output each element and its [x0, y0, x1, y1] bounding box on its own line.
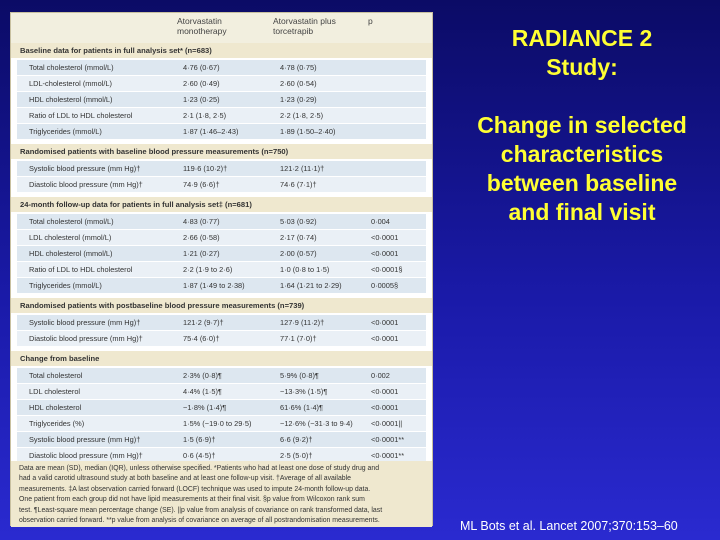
section-header: 24-month follow-up data for patients in full analysis set‡ (n=681) [11, 197, 432, 212]
header-col2-line1: Atorvastatin plus [273, 16, 336, 26]
row-label: Diastolic blood pressure (mm Hg)† [29, 451, 143, 460]
row-value: 121·2 (11·1)† [280, 164, 325, 173]
section-header: Randomised patients with postbaseline blood pressure measurements (n=739) [11, 298, 432, 313]
row-value: 5·9% (0·8)¶ [280, 371, 319, 380]
table-row [17, 331, 426, 346]
row-value: 1·64 (1·21 to 2·29) [280, 281, 342, 290]
row-value: 6·6 (9·2)† [280, 435, 313, 444]
table-footnote [11, 461, 432, 527]
table-row [17, 416, 426, 431]
title-line: between baseline [486, 170, 678, 196]
table-row [17, 262, 426, 277]
row-value: <0·0001 [371, 387, 399, 396]
table-row [17, 384, 426, 399]
row-value: 4·76 (0·67) [183, 63, 220, 72]
row-value: −1·8% (1·4)¶ [183, 403, 227, 412]
results-table [10, 12, 433, 526]
section-header: Baseline data for patients in full analysis set* (n=683) [11, 43, 432, 58]
table-row [17, 432, 426, 447]
row-label: HDL cholesterol (mmol/L) [29, 95, 113, 104]
row-value: <0·0001 [371, 233, 399, 242]
table-header [11, 13, 432, 43]
row-label: Diastolic blood pressure (mm Hg)† [29, 334, 143, 343]
row-value: 4·83 (0·77) [183, 217, 220, 226]
title-line: Change in selected [477, 112, 687, 138]
row-value: 2·60 (0·49) [183, 79, 220, 88]
row-label: Triglycerides (mmol/L) [29, 281, 102, 290]
row-label: Systolic blood pressure (mm Hg)† [29, 318, 141, 327]
section-header: Randomised patients with baseline blood pressure measurements (n=750) [11, 144, 432, 159]
row-value: 1·5 (6·9)† [183, 435, 216, 444]
table-row [17, 246, 426, 261]
row-value: 2·3% (0·8)¶ [183, 371, 222, 380]
table-row [17, 124, 426, 139]
row-value: 1·21 (0·27) [183, 249, 220, 258]
title-line: Study: [546, 54, 618, 80]
row-value: 119·6 (10·2)† [183, 164, 228, 173]
row-value: 1·89 (1·50–2·40) [280, 127, 336, 136]
row-value: 1·23 (0·25) [183, 95, 220, 104]
row-value: 0·002 [371, 371, 390, 380]
row-value: 0·0005§ [371, 281, 399, 290]
row-value: 61·6% (1·4)¶ [280, 403, 323, 412]
table-row [17, 177, 426, 192]
row-label: Total cholesterol (mmol/L) [29, 217, 114, 226]
footnote-line: measurements. ‡A last observation carried forward (LOCF) technique was used to impute 24-month follow-up data. [19, 485, 371, 493]
table-row [17, 278, 426, 293]
row-value: −12·6% (−31·3 to 9·4) [280, 419, 353, 428]
row-value: −13·3% (1·5)¶ [280, 387, 328, 396]
title-line: and final visit [508, 199, 656, 225]
slide-title [448, 24, 716, 227]
header-col2-line2: torcetrapib [273, 26, 314, 36]
table-row [17, 400, 426, 415]
title-line: characteristics [500, 141, 664, 167]
table-row [17, 214, 426, 229]
title-line: RADIANCE 2 [511, 25, 653, 51]
row-value: <0·0001§ [371, 265, 403, 274]
row-value: 74·9 (6·6)† [183, 180, 220, 189]
row-value: <0·0001** [371, 435, 405, 444]
row-value: 0·004 [371, 217, 390, 226]
row-label: HDL cholesterol (mmol/L) [29, 249, 113, 258]
table-row [17, 60, 426, 75]
row-label: LDL cholesterol (mmol/L) [29, 233, 112, 242]
footnote-line: Data are mean (SD), median (IQR), unless otherwise specified. *Patients who had at least one dose of study drug and [19, 465, 380, 472]
row-label: Ratio of LDL to HDL cholesterol [29, 265, 133, 274]
row-value: 1·87 (1·46–2·43) [183, 127, 239, 136]
row-value: 2·00 (0·57) [280, 249, 317, 258]
header-atorvastatin-plus-torcetrapib [273, 16, 336, 36]
row-value: 0·6 (4·5)† [183, 451, 216, 460]
row-value: 127·9 (11·2)† [280, 318, 325, 327]
row-label: LDL-cholesterol (mmol/L) [29, 79, 112, 88]
footnote-line: test. ¶Least-square mean percentage change (SE). ||p value from analysis of covariance on rank transformed data, last [19, 506, 383, 514]
row-label: Diastolic blood pressure (mm Hg)† [29, 180, 143, 189]
row-label: Systolic blood pressure (mm Hg)† [29, 435, 141, 444]
row-value: 2·66 (0·58) [183, 233, 220, 242]
table-row [17, 315, 426, 330]
row-value: 2·5 (5·0)† [280, 451, 313, 460]
row-label: LDL cholesterol [29, 387, 81, 396]
row-value: <0·0001 [371, 249, 399, 258]
table-row [17, 76, 426, 91]
row-value: 74·6 (7·1)† [280, 180, 317, 189]
row-label: Systolic blood pressure (mm Hg)† [29, 164, 141, 173]
row-label: Ratio of LDL to HDL cholesterol [29, 111, 133, 120]
citation: ML Bots et al. Lancet 2007;370:153–60 [460, 519, 678, 533]
row-label: Triglycerides (mmol/L) [29, 127, 102, 136]
row-value: 2·1 (1·8, 2·5) [183, 111, 227, 120]
row-value: 5·03 (0·92) [280, 217, 317, 226]
row-value: 1·5% (−19·0 to 29·5) [183, 419, 252, 428]
row-value: 1·0 (0·8 to 1·5) [280, 265, 330, 274]
header-atorvastatin-monotherapy [177, 16, 227, 36]
table-row [17, 92, 426, 107]
table-row [17, 161, 426, 176]
table-row [17, 230, 426, 245]
row-value: <0·0001 [371, 334, 399, 343]
row-value: <0·0001|| [371, 419, 403, 428]
table-row [17, 368, 426, 383]
row-value: 75·4 (6·0)† [183, 334, 220, 343]
row-label: Triglycerides (%) [29, 419, 85, 428]
row-value: <0·0001 [371, 318, 399, 327]
row-value: 2·2 (1·8, 2·5) [280, 111, 324, 120]
row-value: 2·17 (0·74) [280, 233, 317, 242]
footnote-line: observation carried forward. **p value from analysis of covariance on average of all postrandomisation measurements. [19, 517, 380, 525]
title-gap [448, 82, 716, 111]
row-value: <0·0001** [371, 451, 405, 460]
row-label: HDL cholesterol [29, 403, 82, 412]
header-col1-line1: Atorvastatin [177, 16, 222, 26]
row-label: Total cholesterol (mmol/L) [29, 63, 114, 72]
section-header: Change from baseline [11, 351, 432, 366]
row-value: 77·1 (7·0)† [280, 334, 317, 343]
table-row [17, 108, 426, 123]
row-value: 2·2 (1·9 to 2·6) [183, 265, 233, 274]
row-value: 1·23 (0·29) [280, 95, 317, 104]
row-label: Total cholesterol [29, 371, 83, 380]
row-value: 1·87 (1·49 to 2·38) [183, 281, 245, 290]
row-value: 2·60 (0·54) [280, 79, 317, 88]
header-col1-line2: monotherapy [177, 26, 227, 36]
row-value: 4·4% (1·5)¶ [183, 387, 222, 396]
header-p-value: p [368, 16, 373, 26]
row-value: <0·0001 [371, 403, 399, 412]
footnote-line: had a valid carotid ultrasound study at both baseline and at least one follow-up visit. †Average of all available [19, 475, 351, 483]
row-value: 121·2 (9·7)† [183, 318, 224, 327]
row-value: 4·78 (0·75) [280, 63, 317, 72]
footnote-line: One patient from each group did not have lipid measurements at their final visit. §p value from Wilcoxon rank sum [19, 496, 365, 504]
